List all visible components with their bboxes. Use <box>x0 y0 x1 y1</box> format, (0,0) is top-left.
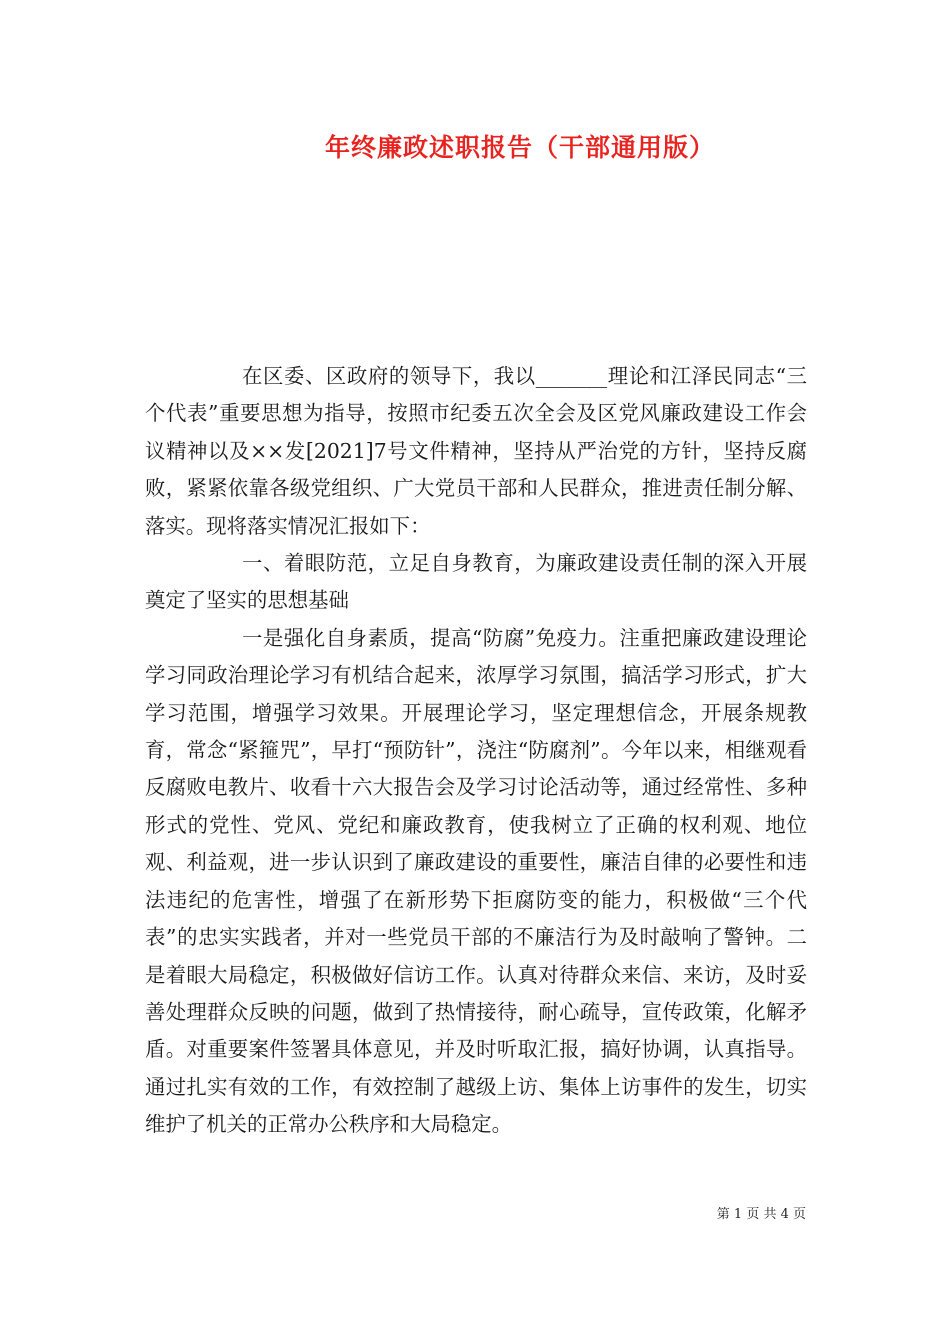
paragraph-section-heading: 一、着眼防范，立足自身教育，为廉政建设责任制的深入开展奠定了坚实的思想基础 <box>145 551 807 613</box>
document-body <box>145 358 807 1144</box>
paragraph-content: 一是强化自身素质，提高“防腐”免疫力。注重把廉政建设理论学习同政治理论学习有机结合起来，浓厚学习氛围，搞活学习形式，扩大学习范围，增强学习效果。开展理论学习，坚定理想信念，开展条规教育，常念“紧箍咒”，早打“预防针”，浇注“防腐剂”。今年以来，相继观看反腐败电教片、收看十六大报告会及学习讨论活动等，通过经常性、多种形式的党性、党风、党纪和廉政教育，使我树立了正确的权利观、地位观、利益观，进一步认识到了廉政建设的重要性，廉洁自律的必要性和违法违纪的危害性，增强了在新形势下拒腐防变的能力，积极做“三个代表”的忠实实践者，并对一些党员干部的不廉洁行为及时敲响了警钟。二是着眼大局稳定，积极做好信访工作。认真对待群众来信、来访，及时妥善处理群众反映的问题，做到了热情接待，耐心疏导，宣传政策，化解矛盾。对重要案件签署具体意见，并及时听取汇报，搞好协调，认真指导。通过扎实有效的工作，有效控制了越级上访、集体上访事件的发生，切实维护了机关的正常办公秩序和大局稳定。 <box>145 625 807 1137</box>
page-number: 第 1 页 共 4 页 <box>716 1207 806 1222</box>
document-title: 年终廉政述职报告（干部通用版） <box>324 133 715 162</box>
paragraph-intro: 在区委、区政府的领导下，我以_______理论和江泽民同志“三个代表”重要思想为指导，按照市纪委五次全会及区党风廉政建设工作会议精神以及××发[2021]7号文件精神，坚持从严治党的方针，坚持反腐败，紧紧依靠各级党组织、广大党员干部和人民群众，推进责任制分解、落实。现将落实情况汇报如下： <box>145 364 807 538</box>
